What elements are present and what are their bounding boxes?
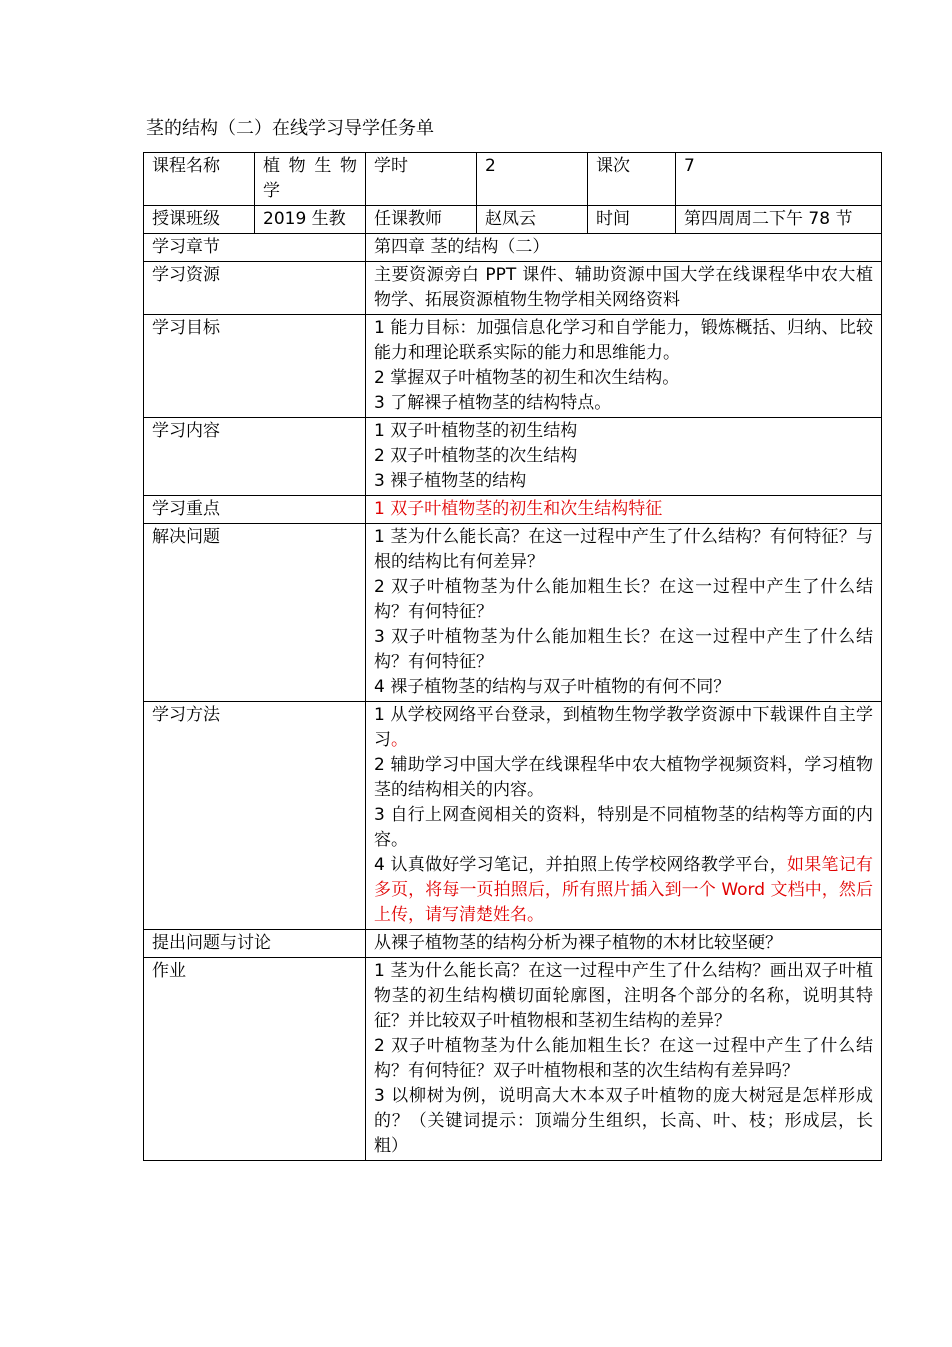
goals-list — [366, 315, 882, 418]
homework-list — [366, 958, 882, 1161]
problem-item: 4 裸子植物茎的结构与双子叶植物的有何不同？ — [374, 677, 731, 697]
homework-item: 3 以柳树为例，说明高大木本双子叶植物的庞大树冠是怎样形成的？（关键词提示：顶端分生组织，长高、叶、枝；形成层，长粗） — [374, 1086, 873, 1156]
hours-label: 学时 — [366, 153, 477, 206]
homework-item: 1 茎为什么能长高？在这一过程中产生了什么结构？画出双子叶植物茎的初生结构横切面轮廓图，注明各个部分的名称，说明其特征？并比较双子叶植物根和茎初生结构的差异？ — [374, 961, 873, 1031]
content-item: 3 裸子植物茎的结构 — [374, 471, 527, 491]
resources-label: 学习资源 — [144, 262, 366, 315]
resources-row — [144, 262, 882, 315]
problem-item: 2 双子叶植物茎为什么能加粗生长？在这一过程中产生了什么结构？有何特征？ — [374, 577, 873, 622]
focus-label: 学习重点 — [144, 496, 366, 524]
content-item: 2 双子叶植物茎的次生结构 — [374, 446, 578, 466]
time-label: 时间 — [588, 206, 676, 234]
task-table — [143, 152, 882, 1161]
teacher-value: 赵凤云 — [477, 206, 588, 234]
homework-label: 作业 — [144, 958, 366, 1161]
goal-item: 3 了解裸子植物茎的结构特点。 — [374, 393, 612, 413]
class-label: 授课班级 — [144, 206, 255, 234]
focus-row — [144, 496, 882, 524]
class-info-row — [144, 206, 882, 234]
course-info-row — [144, 153, 882, 206]
document-title: 茎的结构（二）在线学习导学任务单 — [146, 118, 434, 139]
focus-value: 1 双子叶植物茎的初生和次生结构特征 — [366, 496, 882, 524]
chapter-value: 第四章 茎的结构（二） — [366, 234, 882, 262]
goals-label: 学习目标 — [144, 315, 366, 418]
content-list — [366, 418, 882, 496]
method-item: 2 辅助学习中国大学在线课程华中农大植物学视频资料，学习植物茎的结构相关的内容。 — [374, 755, 873, 800]
time-value: 第四周周二下午 78 节 — [676, 206, 882, 234]
homework-row — [144, 958, 882, 1161]
problem-item: 3 双子叶植物茎为什么能加粗生长？在这一过程中产生了什么结构？有何特征？ — [374, 627, 873, 672]
chapter-label: 学习章节 — [144, 234, 366, 262]
content-row — [144, 418, 882, 496]
session-value: 7 — [676, 153, 882, 206]
method-item: 3 自行上网查阅相关的资料，特别是不同植物茎的结构等方面的内容。 — [374, 805, 873, 850]
goals-row — [144, 315, 882, 418]
content-item: 1 双子叶植物茎的初生结构 — [374, 421, 578, 441]
method-item — [374, 703, 873, 753]
problem-item: 1 茎为什么能长高？在这一过程中产生了什么结构？有何特征？与根的结构比有何差异？ — [374, 527, 873, 572]
problems-row — [144, 524, 882, 702]
method-item — [374, 853, 873, 928]
goal-item: 2 掌握双子叶植物茎的初生和次生结构。 — [374, 368, 680, 388]
methods-label: 学习方法 — [144, 702, 366, 930]
chapter-row — [144, 234, 882, 262]
goal-item: 1 能力目标：加强信息化学习和自学能力，锻炼概括、归纳、比较能力和理论联系实际的能力和思维能力。 — [374, 318, 873, 363]
methods-list — [366, 702, 882, 930]
method-mark: 。 — [391, 730, 408, 750]
course-name-label: 课程名称 — [144, 153, 255, 206]
method-note: 如果笔记有多页，将每一页拍照后，所有照片插入到一个 Word 文档中，然后上传，请写清楚姓名。 — [374, 855, 873, 925]
methods-row — [144, 702, 882, 930]
content-label: 学习内容 — [144, 418, 366, 496]
discussion-label: 提出问题与讨论 — [144, 930, 366, 958]
session-label: 课次 — [588, 153, 676, 206]
method-text: 4 认真做好学习笔记，并拍照上传学校网络教学平台， — [374, 855, 788, 875]
resources-value: 主要资源旁白 PPT 课件、辅助资源中国大学在线课程华中农大植物学、拓展资源植物生物学相关网络资料 — [366, 262, 882, 315]
teacher-label: 任课教师 — [366, 206, 477, 234]
homework-item: 2 双子叶植物茎为什么能加粗生长？在这一过程中产生了什么结构？有何特征？双子叶植物根和茎的次生结构有差异吗？ — [374, 1036, 873, 1081]
hours-value: 2 — [477, 153, 588, 206]
discussion-row — [144, 930, 882, 958]
problems-list — [366, 524, 882, 702]
discussion-value: 从裸子植物茎的结构分析为裸子植物的木材比较坚硬？ — [366, 930, 882, 958]
course-name-value: 植 物 生 物 学 — [255, 153, 366, 206]
problems-label: 解决问题 — [144, 524, 366, 702]
method-text: 1 从学校网络平台登录，到植物生物学教学资源中下载课件自主学习 — [374, 705, 873, 750]
class-value: 2019 生教 — [255, 206, 366, 234]
